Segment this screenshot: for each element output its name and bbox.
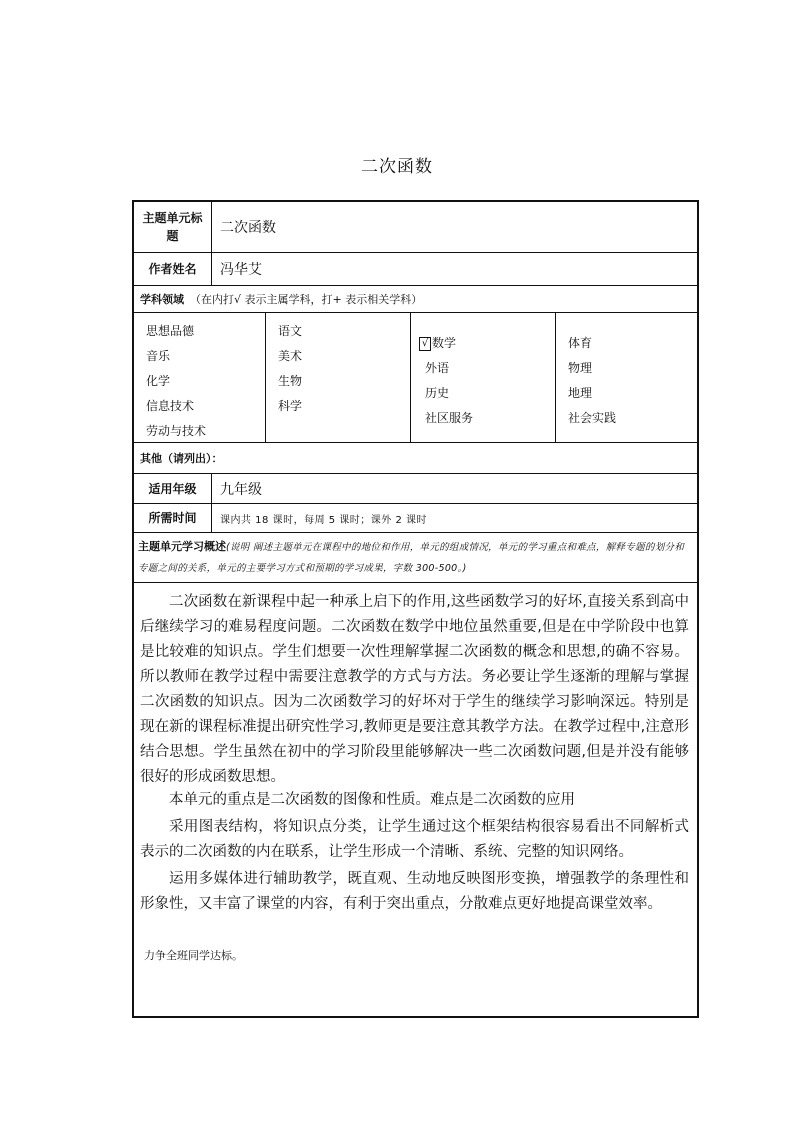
other-label: 其他（请列出）： (140, 452, 223, 465)
time-label: 所需时间 (134, 504, 212, 532)
subject-domain-note: （在内打√ 表示主属学科，打+ 表示相关学科） (190, 293, 423, 306)
grade-label: 适用年级 (134, 474, 212, 503)
author-row (134, 253, 697, 286)
subject-column-3 (411, 313, 556, 442)
author-value: 冯华艾 (220, 262, 262, 278)
time-value: 课内共 18 课时，每周 5 课时；课外 2 课时 (220, 514, 428, 526)
subject-column-4 (556, 313, 697, 442)
subject-item: 劳动与技术 (146, 424, 207, 438)
subject-domain-row (134, 286, 697, 313)
summary-instruction: (说明 阐述主题单元在课程中的地位和作用，单元的组成情况，单元的学习重点和难点，解释专题的划分和专题之间的关系，单元的主要学习方式和预期的学习成果，字数 300-500。) (138, 542, 685, 574)
author-label: 作者姓名 (134, 253, 212, 285)
subject-domain-header (140, 286, 422, 312)
summary-header-row (134, 533, 697, 583)
unit-design-table (132, 200, 699, 1018)
subject-item: 音乐 (146, 349, 171, 363)
subject-grid (134, 313, 697, 442)
subject-item: 信息技术 (146, 399, 195, 413)
subject-item: 生物 (278, 374, 303, 388)
grade-row (134, 474, 697, 504)
subject-item: 思想品德 (146, 324, 195, 338)
subject-item: 体育 (568, 336, 593, 350)
document-title: 二次函数 (361, 157, 433, 177)
theme-title-value: 二次函数 (220, 220, 276, 236)
subject-item: 语文 (278, 324, 303, 338)
subject-domain-label: 学科领域 (140, 293, 184, 306)
subject-item: 外语 (425, 361, 450, 375)
summary-label: 主题单元学习概述 (138, 540, 226, 553)
theme-title-row (134, 202, 697, 253)
summary-paragraph-4: 运用多媒体进行辅助教学，既直观、生动地反映图形变换，增强教学的条理性和形象性，又丰富了课堂的内容，有利于突出重点，分散难点更好地提高课堂效率。 (140, 871, 689, 912)
subject-column-1 (134, 313, 266, 442)
subject-item: 社会实践 (568, 411, 617, 425)
subject-item: 社区服务 (425, 411, 474, 425)
grade-value: 九年级 (220, 481, 262, 498)
summary-paragraph-2: 本单元的重点是二次函数的图像和性质。难点是二次函数的应用 (169, 792, 575, 808)
subject-item: 历史 (425, 386, 450, 400)
subject-grid-row (134, 313, 697, 443)
time-row (134, 504, 697, 533)
subject-item: 物理 (568, 361, 593, 375)
subject-column-2 (266, 313, 411, 442)
summary-paragraph-1: 二次函数在新课程中起一种承上启下的作用,这些函数学习的好坏,直接关系到高中后继续学习的难易程度问题。二次函数在数学中地位虽然重要,但是在中学阶段中也算是比较难的知识点。学生们想要一次性理解掌握二次函数的概念和思想,的确不容易。所以教师在教学过程中需要注意教学的方式与方法。务必要让学生逐渐的理解与掌握二次函数的知识点。因为二次函数学习的好坏对于学生的继续学习影响深远。特别是现在新的课程标准提出研究性学习,教师更是要注意其教学方法。在教学过程中,注意形结合思想。学生虽然在初中的学习阶段里能够解决一些二次函数问题,但是并没有能够很好的形成函数思想。 (140, 594, 689, 785)
summary-final-line: 力争全班同学达标。 (144, 949, 243, 962)
subject-item: 地理 (568, 386, 593, 400)
subject-item: 化学 (146, 374, 171, 388)
other-row (134, 443, 697, 474)
summary-paragraph-3: 采用图表结构，将知识点分类，让学生通过这个框架结构很容易看出不同解析式表示的二次函数的内在联系，让学生形成一个清晰、系统、完整的知识网络。 (140, 819, 689, 860)
subject-item: 美术 (278, 349, 303, 363)
summary-header (138, 537, 693, 579)
theme-title-label: 主题单元标题 (134, 202, 212, 252)
subject-item: 科学 (278, 399, 303, 413)
check-mark-icon: √ (419, 337, 431, 351)
subject-item-math: √ 数学 (419, 331, 555, 356)
